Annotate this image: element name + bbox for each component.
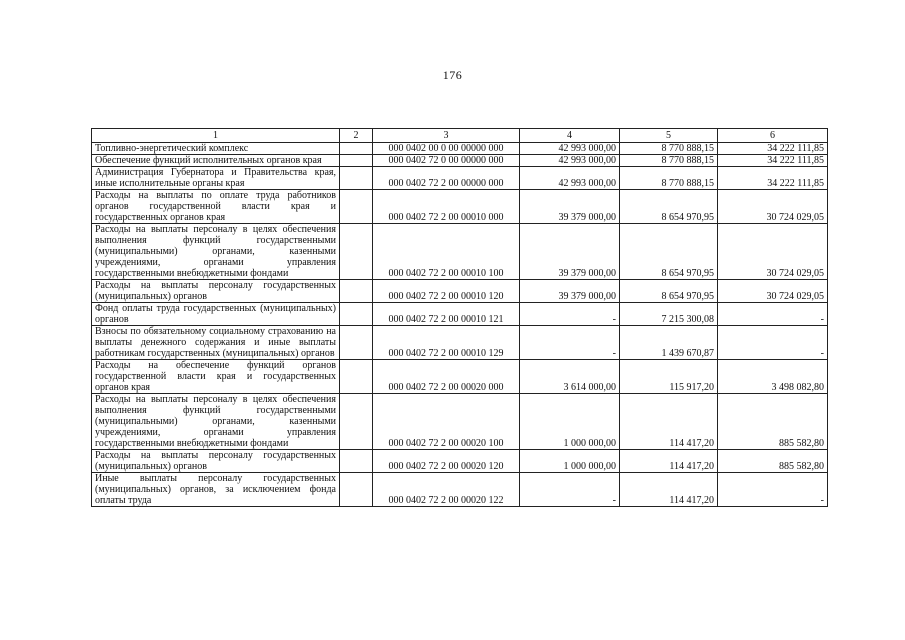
row-col2 <box>340 326 373 360</box>
table-row <box>92 143 828 155</box>
row-col2 <box>340 303 373 326</box>
column-header-2: 2 <box>340 129 373 143</box>
row-code: 000 0402 72 0 00 00000 000 <box>373 155 520 167</box>
row-name: Обеспечение функций исполнительных органов края <box>92 155 340 167</box>
table-row <box>92 167 828 190</box>
row-value-5: 8 770 888,15 <box>620 143 718 155</box>
row-value-5: 114 417,20 <box>620 450 718 473</box>
row-name: Иные выплаты персоналу государственных (муниципальных) органов, за исключением фонда оплаты труда <box>92 473 340 507</box>
row-col2 <box>340 143 373 155</box>
row-value-4: 42 993 000,00 <box>520 143 620 155</box>
row-value-4: - <box>520 473 620 507</box>
row-value-5: 114 417,20 <box>620 473 718 507</box>
row-name: Расходы на выплаты по оплате труда работников органов государственной власти края и государственных органов края <box>92 190 340 224</box>
row-value-6: 30 724 029,05 <box>718 190 828 224</box>
row-value-6: 30 724 029,05 <box>718 224 828 280</box>
row-value-6: 34 222 111,85 <box>718 167 828 190</box>
row-col2 <box>340 360 373 394</box>
column-header-1: 1 <box>92 129 340 143</box>
row-value-4: 42 993 000,00 <box>520 155 620 167</box>
row-code: 000 0402 72 2 00 00020 000 <box>373 360 520 394</box>
table-body <box>92 143 828 507</box>
row-value-6: 30 724 029,05 <box>718 280 828 303</box>
table-header-row <box>92 129 828 143</box>
row-value-5: 8 770 888,15 <box>620 167 718 190</box>
row-code: 000 0402 00 0 00 00000 000 <box>373 143 520 155</box>
row-value-5: 7 215 300,08 <box>620 303 718 326</box>
row-value-4: - <box>520 326 620 360</box>
row-value-6: - <box>718 326 828 360</box>
row-value-6: 34 222 111,85 <box>718 155 828 167</box>
row-code: 000 0402 72 2 00 00020 122 <box>373 473 520 507</box>
budget-table <box>91 128 828 507</box>
row-code: 000 0402 72 2 00 00010 100 <box>373 224 520 280</box>
row-code: 000 0402 72 2 00 00010 129 <box>373 326 520 360</box>
row-value-6: 34 222 111,85 <box>718 143 828 155</box>
row-value-5: 115 917,20 <box>620 360 718 394</box>
row-value-4: 1 000 000,00 <box>520 394 620 450</box>
row-name: Взносы по обязательному социальному страхованию на выплаты денежного содержания и иные выплаты работникам государственных (муниципальных) органов <box>92 326 340 360</box>
row-value-6: 885 582,80 <box>718 394 828 450</box>
table-row <box>92 450 828 473</box>
row-value-4: - <box>520 303 620 326</box>
row-name: Расходы на выплаты персоналу в целях обеспечения выполнения функций государственными (муниципальными) органами, казенными учреждениями, органами управления государственными внебюджетными фондами <box>92 394 340 450</box>
column-header-4: 4 <box>520 129 620 143</box>
row-value-5: 8 654 970,95 <box>620 190 718 224</box>
row-value-4: 42 993 000,00 <box>520 167 620 190</box>
row-value-5: 1 439 670,87 <box>620 326 718 360</box>
row-col2 <box>340 280 373 303</box>
page-number: 176 <box>442 68 463 82</box>
row-col2 <box>340 190 373 224</box>
row-value-4: 39 379 000,00 <box>520 280 620 303</box>
row-value-6: - <box>718 303 828 326</box>
row-name: Расходы на обеспечение функций органов государственной власти края и государственных органов края <box>92 360 340 394</box>
row-value-5: 8 654 970,95 <box>620 280 718 303</box>
row-value-5: 114 417,20 <box>620 394 718 450</box>
row-col2 <box>340 155 373 167</box>
row-value-4: 1 000 000,00 <box>520 450 620 473</box>
row-value-4: 39 379 000,00 <box>520 224 620 280</box>
row-col2 <box>340 167 373 190</box>
row-name: Расходы на выплаты персоналу государственных (муниципальных) органов <box>92 450 340 473</box>
table-row <box>92 224 828 280</box>
row-code: 000 0402 72 2 00 00010 000 <box>373 190 520 224</box>
row-col2 <box>340 473 373 507</box>
row-name: Топливно-энергетический комплекс <box>92 143 340 155</box>
row-value-6: 3 498 082,80 <box>718 360 828 394</box>
column-header-6: 6 <box>718 129 828 143</box>
row-value-5: 8 770 888,15 <box>620 155 718 167</box>
table-row <box>92 155 828 167</box>
row-code: 000 0402 72 2 00 00020 100 <box>373 394 520 450</box>
table-row <box>92 326 828 360</box>
row-value-5: 8 654 970,95 <box>620 224 718 280</box>
row-value-6: - <box>718 473 828 507</box>
row-code: 000 0402 72 2 00 00010 121 <box>373 303 520 326</box>
row-value-6: 885 582,80 <box>718 450 828 473</box>
row-name: Фонд оплаты труда государственных (муниципальных) органов <box>92 303 340 326</box>
row-name: Администрация Губернатора и Правительства края, иные исполнительные органы края <box>92 167 340 190</box>
row-code: 000 0402 72 2 00 00020 120 <box>373 450 520 473</box>
row-col2 <box>340 450 373 473</box>
row-value-4: 39 379 000,00 <box>520 190 620 224</box>
row-col2 <box>340 224 373 280</box>
row-name: Расходы на выплаты персоналу государственных (муниципальных) органов <box>92 280 340 303</box>
row-code: 000 0402 72 2 00 00000 000 <box>373 167 520 190</box>
column-header-3: 3 <box>373 129 520 143</box>
table-row <box>92 190 828 224</box>
row-value-4: 3 614 000,00 <box>520 360 620 394</box>
row-name: Расходы на выплаты персоналу в целях обеспечения выполнения функций государственными (муниципальными) органами, казенными учреждениями, органами управления государственными внебюджетными фондами <box>92 224 340 280</box>
row-code: 000 0402 72 2 00 00010 120 <box>373 280 520 303</box>
row-col2 <box>340 394 373 450</box>
table-row <box>92 280 828 303</box>
column-header-5: 5 <box>620 129 718 143</box>
table-row <box>92 360 828 394</box>
table-row <box>92 473 828 507</box>
table-row <box>92 303 828 326</box>
table-row <box>92 394 828 450</box>
